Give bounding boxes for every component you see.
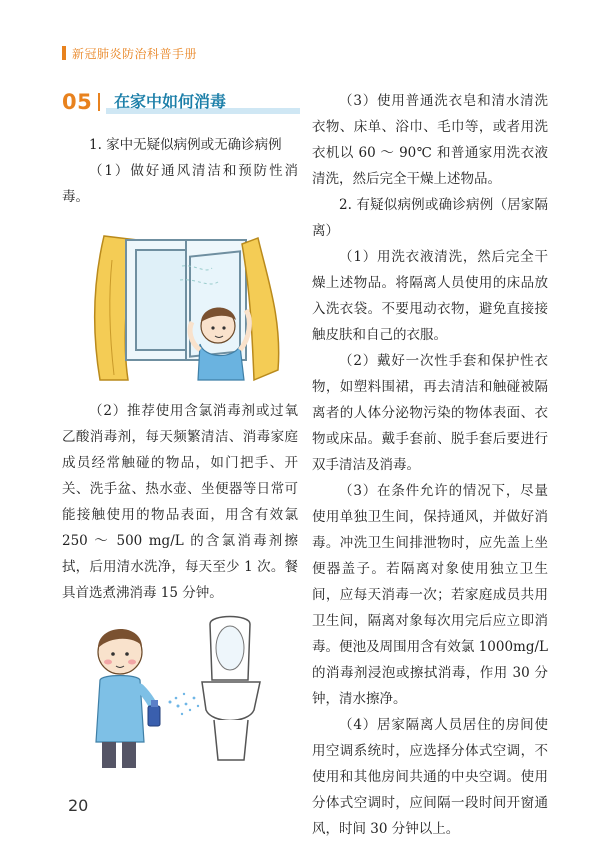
section-divider [98,93,100,111]
page-number: 20 [68,796,89,815]
paragraph-gloves: （2）戴好一次性手套和保护性衣物，如塑料围裙，再去清洁和触碰被隔离者的人体分泌物污染的物体表面、衣物或床品。戴手套前、脱手套后要进行双手清洁及消毒。 [312,353,548,473]
header-title: 新冠肺炎防治科普手册 [72,46,198,61]
paragraph-ventilation: （1）做好通风清洁和预防性消毒。 [62,163,298,205]
section-number: 05 [62,90,93,114]
section-heading [62,88,300,116]
section-title: 在家中如何消毒 [114,92,227,111]
left-column-bottom [62,398,298,606]
paragraph-wash-bedding: （1）用洗衣液清洗，然后完全干燥上述物品。将隔离人员使用的床品放入洗衣袋。不要甩动衣物，避免直接接触皮肤和自己的衣服。 [312,249,548,343]
paragraph-bathroom: （3）在条件允许的情况下，尽量使用单独卫生间，保持通风，并做好消毒。冲洗卫生间排泄物时，应先盖上坐便器盖子。若隔离对象使用独立卫生间，应每天消毒一次；若家庭成员共用卫生间，隔离对象每次用完后应立即消毒。便池及周围用含有效氯 1000mg/L 的消毒剂浸泡或擦拭消毒，作用 30 分钟，清水擦净。 [312,483,548,707]
running-header [62,44,197,62]
paragraph-laundry: （3）使用普通洗衣皂和清水清洗衣物、床单、浴巾、毛巾等，或者用洗衣机以 60 ～ 90℃ 和普通家用洗衣液清洗，然后完全干燥上述物品。 [312,93,548,187]
paragraph-air-conditioning: （4）居家隔离人员居住的房间使用空调系统时，应选择分体式空调，不使用和其他房间共通的中央空调。使用分体式空调时，应间隔一段时间开窗通风，时间 30 分钟以上。 [312,717,548,837]
left-column-top [62,132,298,210]
right-column [312,88,548,842]
toilet-disinfection-illustration [82,610,292,770]
paragraph-no-case-heading: 1. 家中无疑似病例或无确诊病例 [89,137,282,153]
paragraph-disinfectant: （2）推荐使用含氯消毒剂或过氧乙酸消毒剂，每天频繁清洁、消毒家庭成员经常触碰的物品，如门把手、开关、洗手盆、热水壶、坐便器等日常可能接触使用的物品表面，用含有效氯 250 ～ 500 mg/L 的含氯消毒剂擦拭，后用清水洗净，每天至少 1 次。餐具首选煮沸消毒 15 分钟。 [62,403,298,601]
window-ventilation-illustration [82,230,292,385]
header-accent-bar [62,46,66,60]
paragraph-suspected-case-heading: 2. 有疑似病例或确诊病例（居家隔离） [312,197,548,239]
